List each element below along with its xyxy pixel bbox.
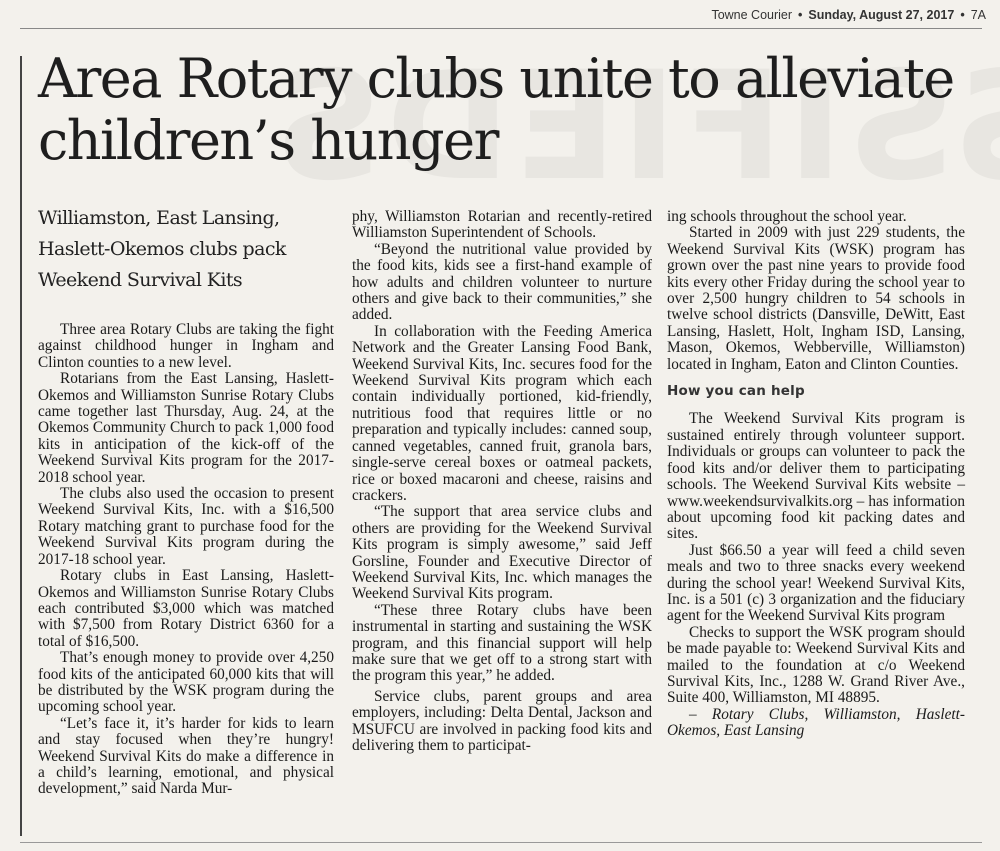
paragraph: In collaboration with the Feeding America Network and the Greater Lansing Food Bank, Weekend Survival Kits, Inc. secures food for the Weekend Survival Kits program which each contain individually portioned, kid-friendly, nutritious food that requires little or no preparation and typically includes: canned soup, canned vegetables, canned fruit, granola bars, single-serve cereal boxes or oatmeal packets, rice or boxed macaroni and cheese, raisins and crackers.: [352, 322, 652, 504]
issue-date: Sunday, August 27, 2017: [808, 8, 955, 22]
paragraph: “These three Rotary clubs have been instrumental in starting and sustaining the WSK program, and this financial support will help make sure that we get off to a strong start with the program this year,” he added.: [352, 601, 652, 685]
article-column-3: [667, 209, 965, 740]
paragraph: Three area Rotary Clubs are taking the fight against childhood hunger in Ingham and Clinton counties to a new level.: [38, 321, 334, 371]
article-signoff: – Rotary Clubs, Williamston, Haslett-Okemos, East Lansing: [667, 705, 965, 740]
paragraph: The Weekend Survival Kits program is sustained entirely through volunteer support. Individuals or groups can volunteer to pack the food kits and/or deliver them to participating schools. The Weekend Survival Kits website – www.weekendsurvivalkits.org – has information about upcoming food kit packing dates and sites.: [667, 410, 965, 543]
header-rule: [20, 28, 982, 29]
article-headline: Area Rotary clubs unite to alleviate children’s hunger: [38, 47, 954, 172]
paragraph: Service clubs, parent groups and area employers, including: Delta Dental, Jackson and MSUFCU are involved in packing food kits and delivering them to participat-: [352, 687, 652, 754]
paragraph: “Beyond the nutritional value provided by the food kits, kids see a first-hand example of how adults and children volunteer to nurture others and give back to their communities,” she added.: [352, 240, 652, 324]
separator-dot: •: [960, 8, 965, 22]
article-column-2: [352, 209, 652, 754]
paper-name: Towne Courier: [711, 8, 793, 22]
paragraph: Started in 2009 with just 229 students, the Weekend Survival Kits (WSK) program has grown over the past nine years to provide food kits every other Friday during the school year to over 2,500 hungry children to 54 schools in twelve school districts (Dansville, DeWitt, East Lansing, Haslett, Holt, Ingham ISD, Lansing, Mason, Okemos, Webberville, Williamston) located in Ingham, Eaton and Clinton Counties.: [667, 224, 965, 373]
separator-dot: •: [798, 8, 803, 22]
paragraph: That’s enough money to provide over 4,250 food kits of the anticipated 60,000 kits that will be distributed by the WSK program during the upcoming school year.: [38, 649, 334, 716]
paragraph: “Let’s face it, it’s harder for kids to learn and stay focused when they’re hungry! Weekend Survival Kits do make a difference in a child’s learning, emotional, and physical development,” said Narda Mur-: [38, 714, 334, 798]
paragraph: phy, Williamston Rotarian and recently-retired Williamston Superintendent of Schools.: [352, 208, 652, 242]
paragraph: Checks to support the WSK program should be made payable to: Weekend Survival Kits and mailed to the foundation at c/o Weekend Survival Kits, Inc., 1288 W. Grand River Ave., Suite 400, Williamston, MI 48895.: [667, 623, 965, 707]
paragraph: “The support that area service clubs and others are providing for the Weekend Survival Kits program is simply awesome,” said Jeff Gorsline, Founder and Executive Director of Weekend Survival Kits, Inc. which manages the Weekend Survival Kits program.: [352, 503, 652, 603]
footer-rule: [20, 842, 982, 843]
section-heading: How you can help: [667, 383, 805, 400]
left-column-rule: [20, 56, 22, 836]
article-column-1: [38, 322, 334, 798]
paragraph: Rotarians from the East Lansing, Haslett-Okemos and Williamston Sunrise Rotary Clubs came together last Thursday, Aug. 24, at the Okemos Community Church to pack 1,000 food kits in anticipation of the kick-off of the Weekend Survival Kits program for the 2017-2018 school year.: [38, 370, 334, 486]
page-masthead: [711, 8, 986, 22]
paragraph: ing schools throughout the school year.: [667, 208, 907, 225]
paragraph: Rotary clubs in East Lansing, Haslett-Okemos and Williamston Sunrise Rotary Clubs each contributed $3,000 which was matched with $7,500 from Rotary District 6360 for a total of $16,500.: [38, 567, 334, 650]
page-number: 7A: [970, 8, 986, 22]
article-subhead: Williamston, East Lansing, Haslett-Okemos clubs pack Weekend Survival Kits: [38, 207, 286, 291]
paragraph: The clubs also used the occasion to present Weekend Survival Kits, Inc. with a $16,500 Rotary matching grant to purchase food for the Weekend Survival Kits program during the 2017-18 school year.: [38, 485, 334, 568]
paragraph: Just $66.50 a year will feed a child seven meals and two to three snacks every weekend during the school year! Weekend Survival Kits, Inc. is a 501 (c) 3 organization and the fiduciary agent for the Weekend Survival Kits program: [667, 541, 965, 625]
